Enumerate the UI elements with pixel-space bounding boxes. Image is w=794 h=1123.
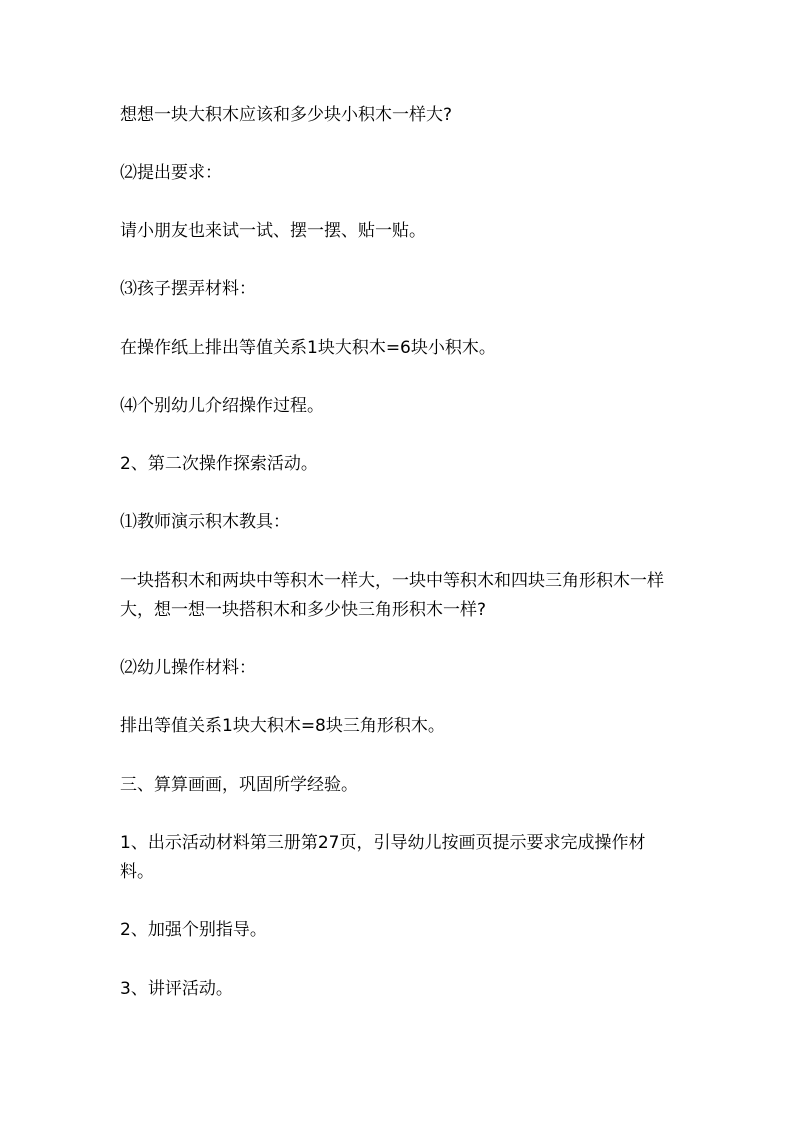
paragraph-7: 2、第二次操作探索活动。 [120, 454, 318, 474]
paragraph-11: 排出等值关系1块大积木=8块三角形积木。 [120, 716, 445, 736]
paragraph-6: ⑷个别幼儿介绍操作过程。 [120, 396, 324, 416]
paragraph-10: ⑵幼儿操作材料： [120, 658, 256, 678]
paragraph-2: ⑵提出要求： [120, 163, 222, 183]
paragraph-3: 请小朋友也来试一试、摆一摆、贴一贴。 [120, 221, 426, 241]
paragraph-12: 三、算算画画，巩固所学经验。 [120, 775, 358, 795]
paragraph-9: 一块搭积木和两块中等积木一样大，一块中等积木和四块三角形积木一样大，想一想一块搭积木和多少快三角形积木一样? [120, 571, 664, 620]
paragraph-5: 在操作纸上排出等值关系1块大积木=6块小积木。 [120, 338, 496, 358]
paragraph-8: ⑴教师演示积木教具： [120, 512, 290, 532]
paragraph-13: 1、出示活动材料第三册第27页，引导幼儿按画页提示要求完成操作材料。 [120, 833, 646, 882]
paragraph-1: 想想一块大积木应该和多少块小积木一样大? [120, 105, 453, 125]
paragraph-15: 3、讲评活动。 [120, 979, 233, 999]
paragraph-4: ⑶孩子摆弄材料： [120, 279, 256, 299]
paragraph-14: 2、加强个别指导。 [120, 920, 267, 940]
